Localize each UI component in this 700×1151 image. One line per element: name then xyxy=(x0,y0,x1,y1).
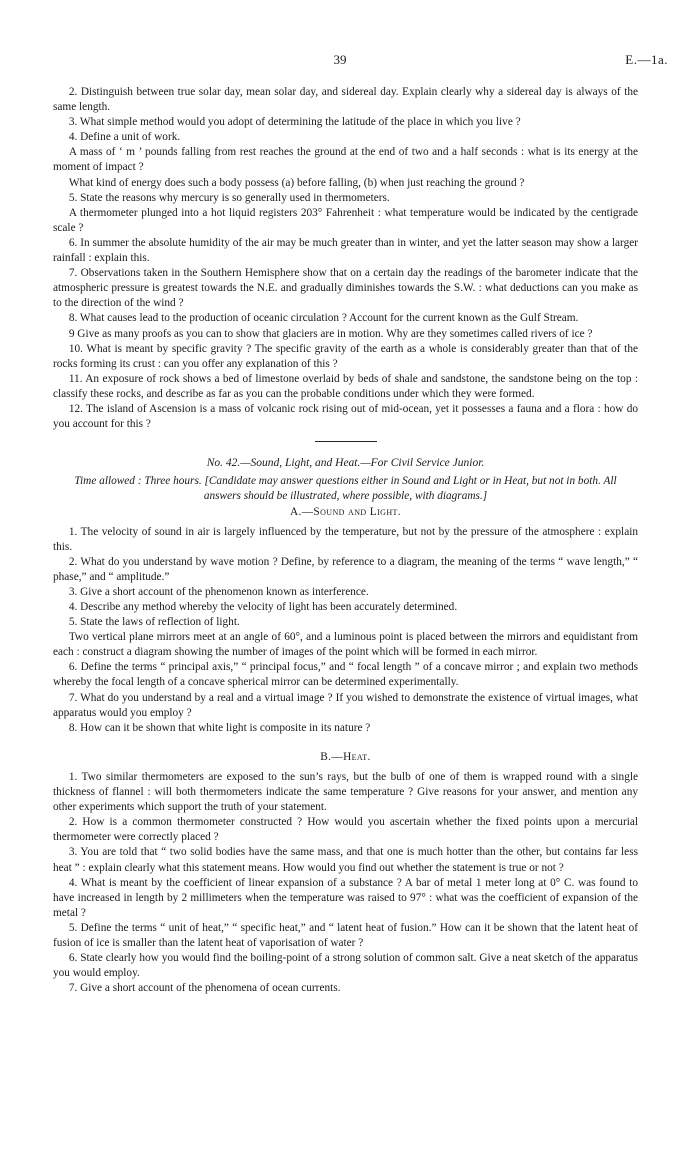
question: A mass of ‘ m ’ pounds falling from rest reaches the ground at the end of two and a half seconds : what is its energy at the moment of impact ? xyxy=(53,146,638,174)
question: 3. You are told that “ two solid bodies have the same mass, and that one is much hotter than the other, but contains far less heat ” : explain clearly what this statement means. How would you find out whether the statement is true or not ? xyxy=(53,846,638,874)
question: 5. Define the terms “ unit of heat,” “ specific heat,” and “ latent heat of fusion.” How can it be shown that the latent heat of fusion of ice is smaller than the latent heat of vaporisation of water ? xyxy=(53,921,638,949)
question: 6. Define the terms “ principal axis,” “ principal focus,” and “ focal length ” of a concave mirror ; and explain two methods whereby the focal length of a concave spherical mirror can be determined experimentally. xyxy=(53,661,638,689)
question: 1. Two similar thermometers are exposed to the sun’s rays, but the bulb of one of them is wrapped round with a single thickness of flannel : will both thermometers indicate the same temperature ? Give reasons for your answer, and mention any other experiments which support the truth of your statement. xyxy=(53,770,638,814)
question: 7. Observations taken in the Southern Hemisphere show that on a certain day the readings of the barometer indicate that the atmospheric pressure is greatest towards the N.E. and gradually diminishes towards the S.W. : what deductions can you make as to the direction of the wind ? xyxy=(53,267,638,310)
section-instructions: Time allowed : Three hours. [Candidate may answer questions either in Sound and Light or in Heat, but not in both. All answers should be illustrated, where possible, with diagrams.] xyxy=(74,475,617,503)
question: 2. Distinguish between true solar day, mean solar day, and sidereal day. Explain clearly why a sidereal day is always of the same length. xyxy=(53,86,638,114)
question: 4. Define a unit of work. xyxy=(68,131,181,144)
question: 8. How can it be shown that white light is composite in its nature ? xyxy=(68,721,371,734)
question: 4. Describe any method whereby the velocity of light has been accurately determined. xyxy=(68,601,458,613)
question: 3. What simple method would you adopt of determining the latitude of the place in which you live ? xyxy=(68,116,521,129)
page-content xyxy=(53,85,638,996)
question: 7. Give a short account of the phenomena of ocean currents. xyxy=(68,982,341,995)
question: 6. In summer the absolute humidity of the air may be much greater than in winter, and yet the latter season may show a larger rainfall : explain this. xyxy=(53,236,638,265)
question: 12. The island of Ascension is a mass of volcanic rock rising out of mid-ocean, yet it possesses a fauna and a flora : how do you account for this ? xyxy=(53,402,638,431)
part-a-questions xyxy=(53,525,638,736)
question: 7. What do you understand by a real and a virtual image ? If you wished to demonstrate the existence of virtual images, what apparatus would you employ ? xyxy=(53,691,638,719)
question: 8. What causes lead to the production of oceanic circulation ? Account for the current known as the Gulf Stream. xyxy=(68,312,579,325)
question: 9 Give as many proofs as you can to show that glaciers are in motion. Why are they sometimes called rivers of ice ? xyxy=(68,327,593,340)
question: 6. State clearly how you would find the boiling-point of a strong solution of common salt. Give a neat sketch of the apparatus you would employ. xyxy=(53,952,638,980)
part1-questions xyxy=(53,85,638,432)
question: 11. An exposure of rock shows a bed of limestone overlaid by beds of shale and sandstone, the sandstone being on the top : classify these rocks, and describe as far as you can the probable conditions under which they were formed. xyxy=(53,372,638,400)
question: 10. What is meant by specific gravity ? The specific gravity of the earth as a whole is considerably greater than that of the rocks forming its crust : can you offer any explanation of this ? xyxy=(53,342,638,370)
question: 2. What do you understand by wave motion ? Define, by reference to a diagram, the meaning of the terms “ wave length,” “ phase,” and “ amplitude.” xyxy=(53,555,638,583)
part-a-heading: A.—Sound and Light. xyxy=(289,506,402,519)
document-reference: E.—1a. xyxy=(625,52,668,67)
question: A thermometer plunged into a hot liquid registers 203° Fahrenheit : what temperature would be indicated by the centigrade scale ? xyxy=(53,206,638,234)
section-divider xyxy=(315,441,377,442)
question: 4. What is meant by the coefficient of linear expansion of a substance ? A bar of metal 1 meter long at 0° C. was found to have increased in length by 2 millimeters when the temperature was raised to 97° : what was the coefficient of expansion of the metal ? xyxy=(53,876,638,919)
section-title: No. 42.—Sound, Light, and Heat.—For Civil Service Junior. xyxy=(206,457,485,470)
question: 3. Give a short account of the phenomenon known as interference. xyxy=(68,585,369,598)
part-b-heading: B.—Heat. xyxy=(320,750,371,763)
page-number: 39 xyxy=(333,52,347,67)
question: What kind of energy does such a body possess (a) before falling, (b) when just reaching the ground ? xyxy=(68,176,525,189)
question: Two vertical plane mirrors meet at an angle of 60°, and a luminous point is placed between the mirrors and equidistant from each : construct a diagram showing the number of images of the point which will be formed in each mirror. xyxy=(53,631,638,659)
question: 5. State the reasons why mercury is so generally used in thermometers. xyxy=(68,191,390,204)
question: 2. How is a common thermometer constructed ? How would you ascertain whether the fixed points upon a mercurial thermometer were correctly placed ? xyxy=(53,816,638,844)
part-b-questions xyxy=(53,770,638,996)
question: 1. The velocity of sound in air is largely influenced by the temperature, but not by the pressure of the atmosphere : explain this. xyxy=(53,525,638,553)
question: 5. State the laws of reflection of light. xyxy=(68,616,240,629)
page-header xyxy=(0,52,700,72)
